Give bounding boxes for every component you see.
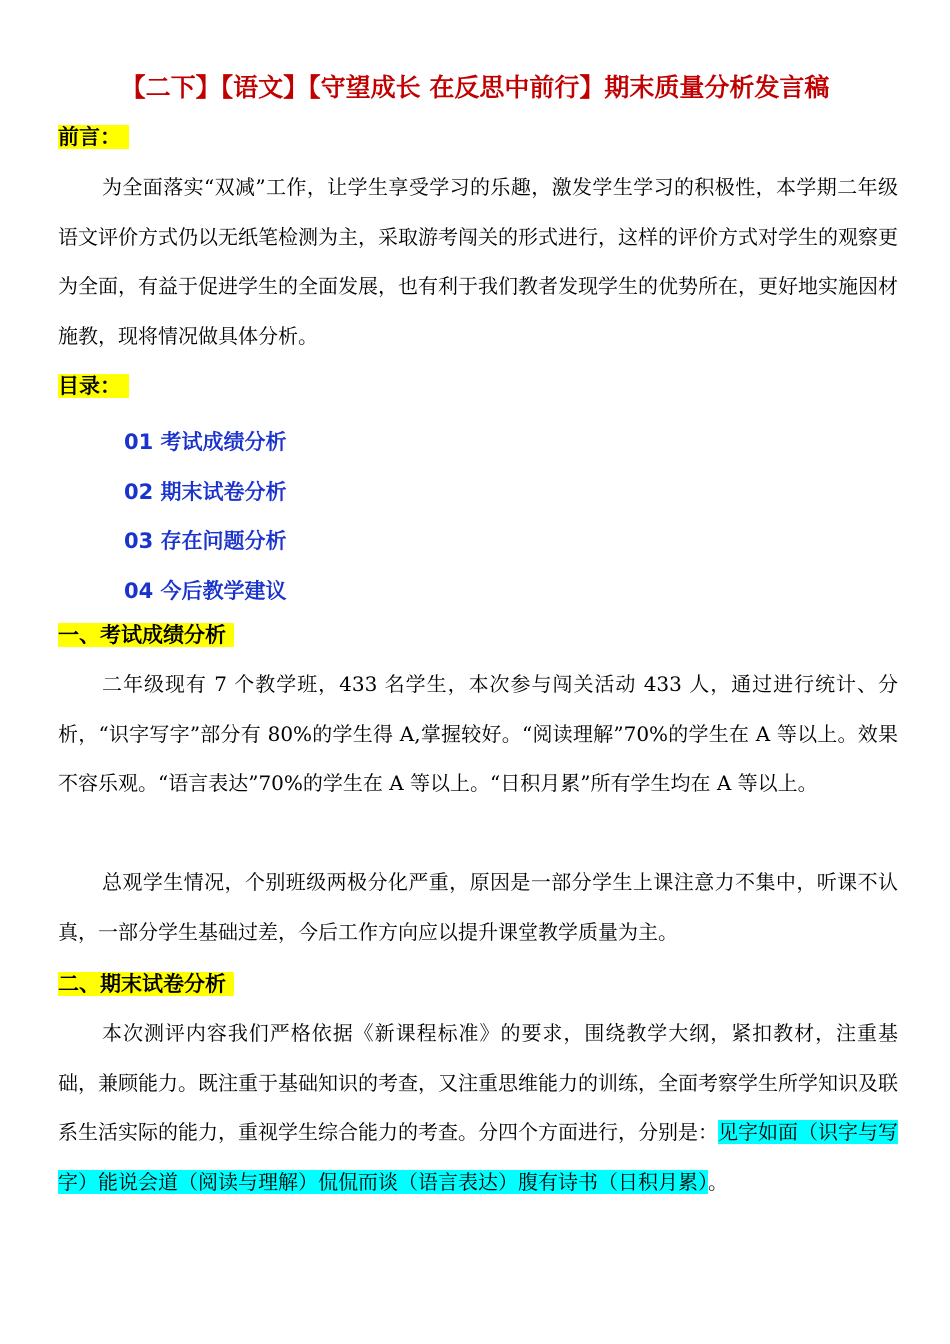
section2-paragraph-1 — [58, 1009, 898, 1207]
section1-paragraph-1: 二年级现有 7 个教学班，433 名学生，本次参与闯关活动 433 人，通过进行统计、分析，“识字写字”部分有 80%的学生得 A,掌握较好。“阅读理解”70%的学生在 A 等以上。效果不容乐观。“语言表达”70%的学生在 A 等以上。“日积月累”所有学生均在 A 等以上。 — [58, 672, 898, 795]
preface-heading — [58, 122, 129, 152]
toc-item-1: 01 考试成绩分析 — [124, 430, 287, 454]
toc-heading-label: 目录： — [58, 374, 129, 398]
section2-heading-label: 二、期末试卷分析 — [58, 972, 234, 996]
section1-heading-label: 一、考试成绩分析 — [58, 623, 234, 647]
section2-paragraph-lead: 本次测评内容我们严格依据《新课程标准》的要求，围绕教学大纲，紧扣教材，注重基础，兼顾能力。既注重于基础知识的考查，又注重思维能力的训练，全面考察学生所学知识及联系生活实际的能力，重视学生综合能力的考查。分四个方面进行，分别是： — [58, 1021, 898, 1144]
toc-item-4: 04 今后教学建议 — [124, 578, 287, 603]
section1-heading — [58, 620, 234, 650]
toc-item-2: 02 期末试卷分析 — [124, 479, 287, 504]
preface-heading-label: 前言： — [58, 125, 129, 149]
section2-paragraph-end: 。 — [708, 1169, 728, 1194]
preface-paragraph: 为全面落实“双减”工作，让学生享受学习的乐趣，激发学生学习的积极性，本学期二年级语文评价方式仍以无纸笔检测为主，采取游考闯关的形式进行，这样的评价方式对学生的观察更为全面，有益于促进学生的全面发展，也有利于我们教者发现学生的优势所在，更好地实施因材施教，现将情况做具体分析。 — [58, 175, 898, 348]
table-of-contents — [124, 418, 287, 616]
section2-paragraph-highlight: 见字如面（识字与写字）能说会道（阅读与理解）侃侃而谈（语言表达）腹有诗书（日积月累） — [58, 1120, 898, 1194]
document-title: 【二下】【语文】【守望成长 在反思中前行】期末质量分析发言稿 — [120, 73, 830, 102]
section1-paragraph-2: 总观学生情况，个别班级两极分化严重，原因是一部分学生上课注意力不集中，听课不认真，一部分学生基础过差，今后工作方向应以提升课堂教学质量为主。 — [58, 870, 898, 944]
toc-item-3: 03 存在问题分析 — [124, 529, 287, 553]
section2-heading — [58, 969, 234, 999]
toc-heading — [58, 371, 129, 401]
